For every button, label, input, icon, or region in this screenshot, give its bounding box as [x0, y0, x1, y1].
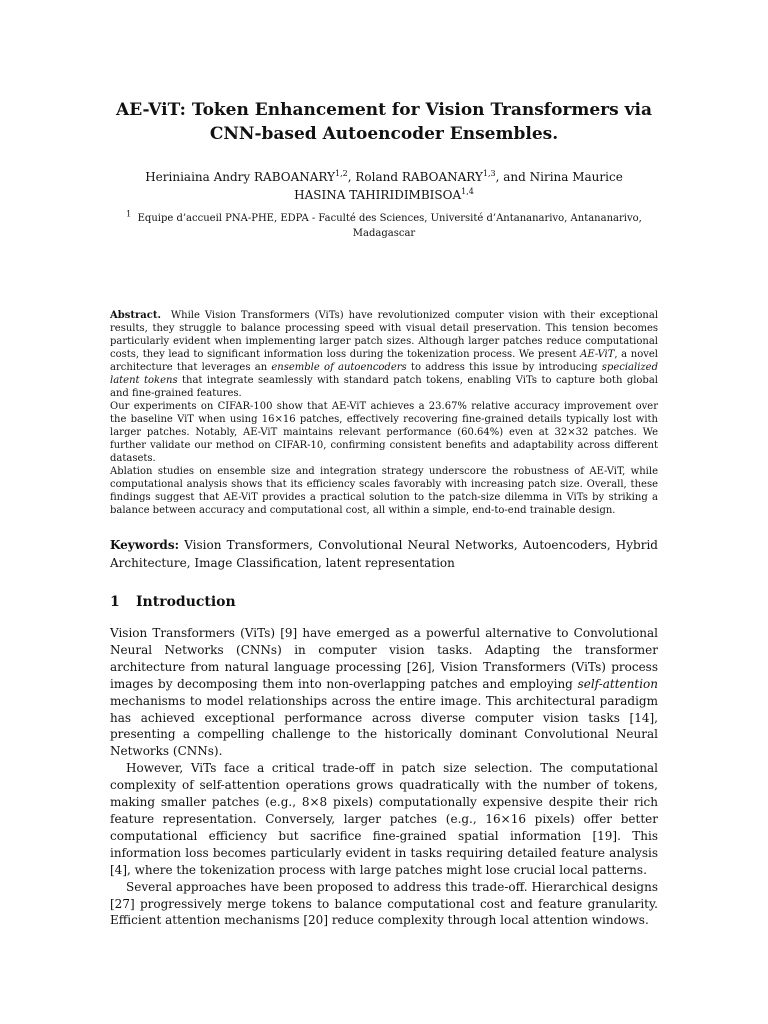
abstract-text-d: that integrate seamlessly with standard patch tokens, enabling ViTs to capture both global and fine-grained features.	[110, 375, 658, 399]
affiliation	[110, 211, 658, 241]
intro-paragraph-1	[110, 625, 658, 760]
abstract-paragraph-3: Ablation studies on ensemble size and integration strategy underscore the robustness of AE-ViT, while computational analysis shows that its efficiency scales favorably with increasing patch size. Overall, these findings suggest that AE-ViT provides a practical solution to the patch-size dilemma in ViTs by striking a balance between accuracy and computational cost, all within a simple, end-to-end trainable design.	[110, 466, 658, 516]
affiliation-mark: 1	[126, 209, 132, 219]
abstract	[110, 309, 658, 517]
abstract-text-a: While Vision Transformers (ViTs) have revolutionized computer vision with their exceptional results, they struggle to balance processing speed with visual detail preservation. This tension becomes particularly evident when implementing larger patch sizes. Although larger patches reduce computational costs, they lead to significant information loss during the tokenization process. We present	[110, 310, 659, 360]
intro-paragraph-2: However, ViTs face a critical trade-off in patch size selection. The computational complexity of self-attention operations grows quadratically with the number of tokens, making smaller patches (e.g., 8×8 pixels) computationally expensive despite their rich feature representation. Conversely, larger patches (e.g., 16×16 pixels) offer better computational efficiency but sacrifice fine-grained spatial information [19]. This information loss becomes particularly evident in tasks requiring detailed feature analysis [4], where the tokenization process with large patches might lose crucial local patterns.	[110, 761, 658, 877]
title-line-1: AE-ViT: Token Enhancement for Vision Transformers via	[116, 100, 652, 120]
affiliation-text: Equipe d’accueil PNA-PHE, EDPA - Faculté des Sciences, Université d’Antananarivo, Antananarivo, Madagascar	[137, 213, 642, 239]
author-1-sup: 1,2	[335, 169, 348, 178]
abstract-em-latent: specialized latent tokens	[110, 362, 658, 386]
intro-paragraph-3: Several approaches have been proposed to address this trade-off. Hierarchical designs [27] progressively merge tokens to balance computational cost and feature granularity. Efficient attention mechanisms [20] reduce complexity through local attention windows.	[110, 879, 658, 928]
keywords-label: Keywords:	[110, 538, 180, 552]
abstract-paragraph-1	[110, 309, 658, 400]
author-2-name: Roland RABOANARY	[355, 170, 483, 184]
section-title: Introduction	[136, 594, 236, 610]
abstract-label: Abstract.	[110, 310, 161, 321]
intro-em-self-attention: self-attention	[577, 676, 658, 691]
intro-text-b: mechanisms to model relationships across the entire image. This architectural paradigm has achieved exceptional performance across diverse computer vision tasks [14], presenting a compelling challenge to the historically dominant Convolutional Neural Networks (CNNs).	[110, 693, 658, 759]
title-line-2: CNN-based Autoencoder Ensembles.	[209, 124, 559, 144]
author-2-sup: 1,3	[482, 169, 496, 178]
abstract-em-ensemble: ensemble of autoencoders	[271, 362, 407, 373]
abstract-em-aevit: AE-ViT	[580, 349, 615, 360]
abstract-text-c: to address this issue by introducing	[410, 362, 598, 373]
paper-page	[110, 98, 658, 929]
keywords-text: Vision Transformers, Convolutional Neural Networks, Autoencoders, Hybrid Architecture, Image Classification, latent representation	[110, 538, 658, 570]
author-3-prefix: , and Nirina Maurice	[495, 170, 623, 184]
keywords	[110, 536, 658, 572]
introduction-body	[110, 625, 658, 929]
abstract-text-b: , a novel architecture that leverages an	[110, 349, 658, 373]
intro-text-a: Vision Transformers (ViTs) [9] have emerged as a powerful alternative to Convolutional Neural Networks (CNNs) in computer vision tasks. Adapting the transformer architecture from natural language processing [26], Vision Transformers (ViTs) process images by decomposing them into non-overlapping patches and employing	[110, 626, 658, 691]
author-1-name: Heriniaina Andry RABOANARY	[145, 170, 336, 184]
author-3-name: HASINA TAHIRIDIMBISOA	[294, 188, 462, 202]
paper-title	[110, 98, 658, 146]
section-heading	[110, 592, 658, 612]
author-list: Heriniaina Andry RABOANARY$^{1,2}$, Roland RABOANARY$^{1,3}$, and Nirina Maurice HASINA TAHIRIDIMBISOA$^{1,4}$	[145, 169, 623, 202]
section-number: 1	[110, 594, 120, 610]
abstract-paragraph-2: Our experiments on CIFAR-100 show that AE-ViT achieves a 23.67% relative accuracy improvement over the baseline ViT when using 16×16 patches, effectively recovering fine-grained details typically lost with larger patches. Notably, AE-ViT maintains relevant performance (60.64%) even at 32×32 patches. We further validate our method on CIFAR-10, confirming consistent benefits and adaptability across different datasets.	[110, 401, 658, 464]
author-3-sup: 1,4	[461, 187, 474, 196]
